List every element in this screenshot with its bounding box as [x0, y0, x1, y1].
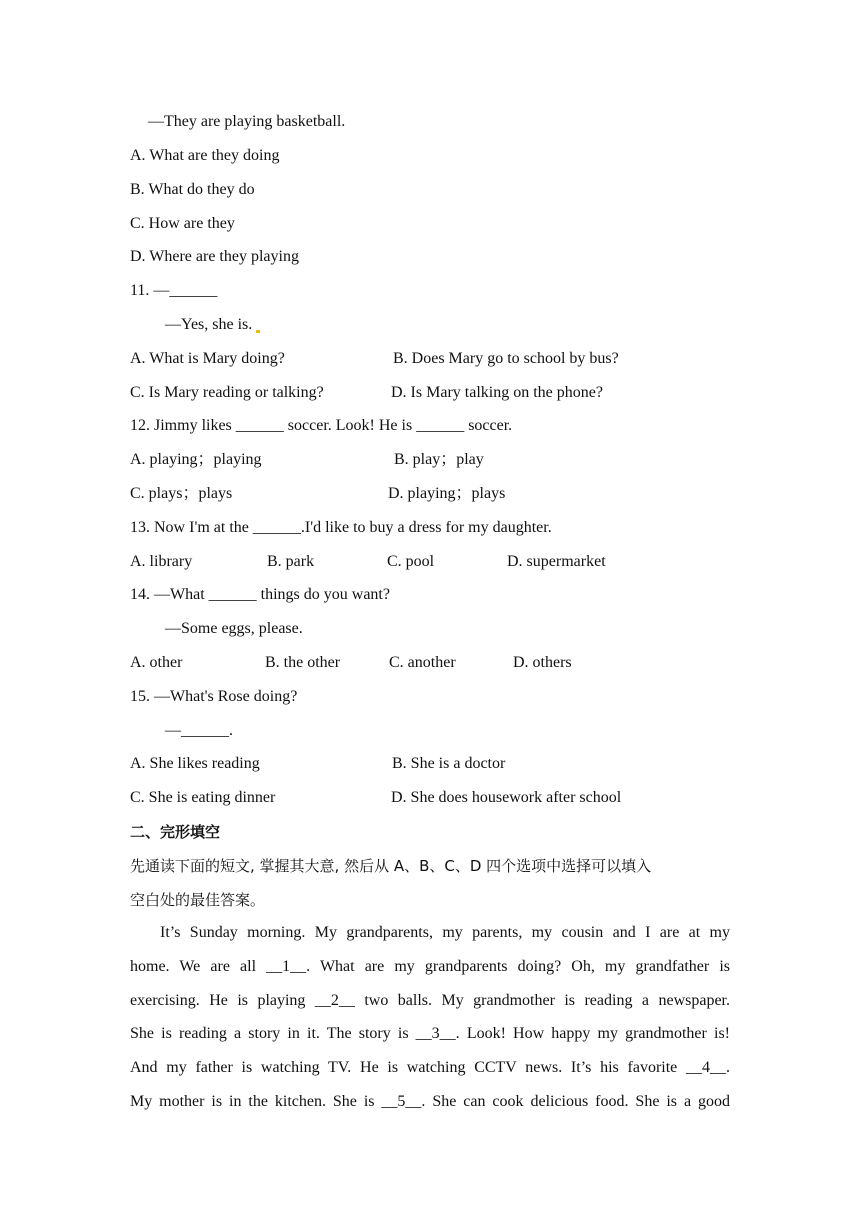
q13-option-a: A. library [130, 553, 193, 570]
q10-option-a: A. What are they doing [130, 147, 280, 164]
q15-option-a: A. She likes reading [130, 755, 260, 772]
q11-stem: 11. —______ [130, 282, 218, 299]
q10-answer-line: —They are playing basketball. [148, 113, 346, 130]
passage-line-5: And my father is watching TV. He is watching CCTV news. It’s his favorite __4__. [130, 1059, 730, 1076]
q15-answer-line: —______. [165, 722, 233, 739]
q13-option-c: C. pool [387, 553, 435, 570]
q15-option-d: D. She does housework after school [391, 789, 622, 806]
q12-stem: 12. Jimmy likes ______ soccer. Look! He is ______ soccer. [130, 417, 513, 434]
q15-option-b: B. She is a doctor [392, 755, 506, 772]
q15-option-c: C. She is eating dinner [130, 789, 276, 806]
q10-option-c: C. How are they [130, 215, 235, 232]
q12-option-a: A. playing；playing [130, 451, 262, 468]
passage-line-4: She is reading a story in it. The story is __3__. Look! How happy my grandmother is! [130, 1025, 730, 1042]
q15-stem: 15. —What's Rose doing? [130, 688, 298, 705]
passage-line-6: My mother is in the kitchen. She is __5__. She can cook delicious food. She is a good [130, 1093, 730, 1110]
q11-answer-line: —Yes, she is. [165, 316, 253, 333]
q11-option-a: A. What is Mary doing? [130, 350, 285, 367]
q14-option-c: C. another [389, 654, 456, 671]
q14-answer-line: —Some eggs, please. [165, 620, 303, 637]
section-instruction-line-2: 空白处的最佳答案。 [130, 891, 266, 909]
section-heading: 二、完形填空 [130, 823, 221, 841]
q10-option-b: B. What do they do [130, 181, 255, 198]
q13-stem: 13. Now I'm at the ______.I'd like to buy a dress for my daughter. [130, 519, 552, 536]
section-instruction-line-1: 先通读下面的短文, 掌握其大意, 然后从 A、B、C、D 四个选项中选择可以填入 [130, 857, 652, 875]
passage-line-3: exercising. He is playing __2__ two balls. My grandmother is reading a newspaper. [130, 992, 730, 1009]
annotation-mark [256, 330, 260, 333]
q12-option-c: C. plays；plays [130, 485, 233, 502]
q14-option-b: B. the other [265, 654, 341, 671]
q13-option-b: B. park [267, 553, 315, 570]
q11-option-d: D. Is Mary talking on the phone? [391, 384, 603, 401]
q10-option-d: D. Where are they playing [130, 248, 299, 265]
q14-option-a: A. other [130, 654, 183, 671]
q14-option-d: D. others [513, 654, 572, 671]
q11-option-c: C. Is Mary reading or talking? [130, 384, 324, 401]
q14-stem: 14. —What ______ things do you want? [130, 586, 390, 603]
passage-line-1: It’s Sunday morning. My grandparents, my parents, my cousin and I are at my [160, 924, 730, 941]
q11-option-b: B. Does Mary go to school by bus? [393, 350, 619, 367]
passage-line-2: home. We are all __1__. What are my grandparents doing? Oh, my grandfather is [130, 958, 730, 975]
q12-option-d: D. playing；plays [388, 485, 506, 502]
q12-option-b: B. play；play [394, 451, 484, 468]
q13-option-d: D. supermarket [507, 553, 606, 570]
